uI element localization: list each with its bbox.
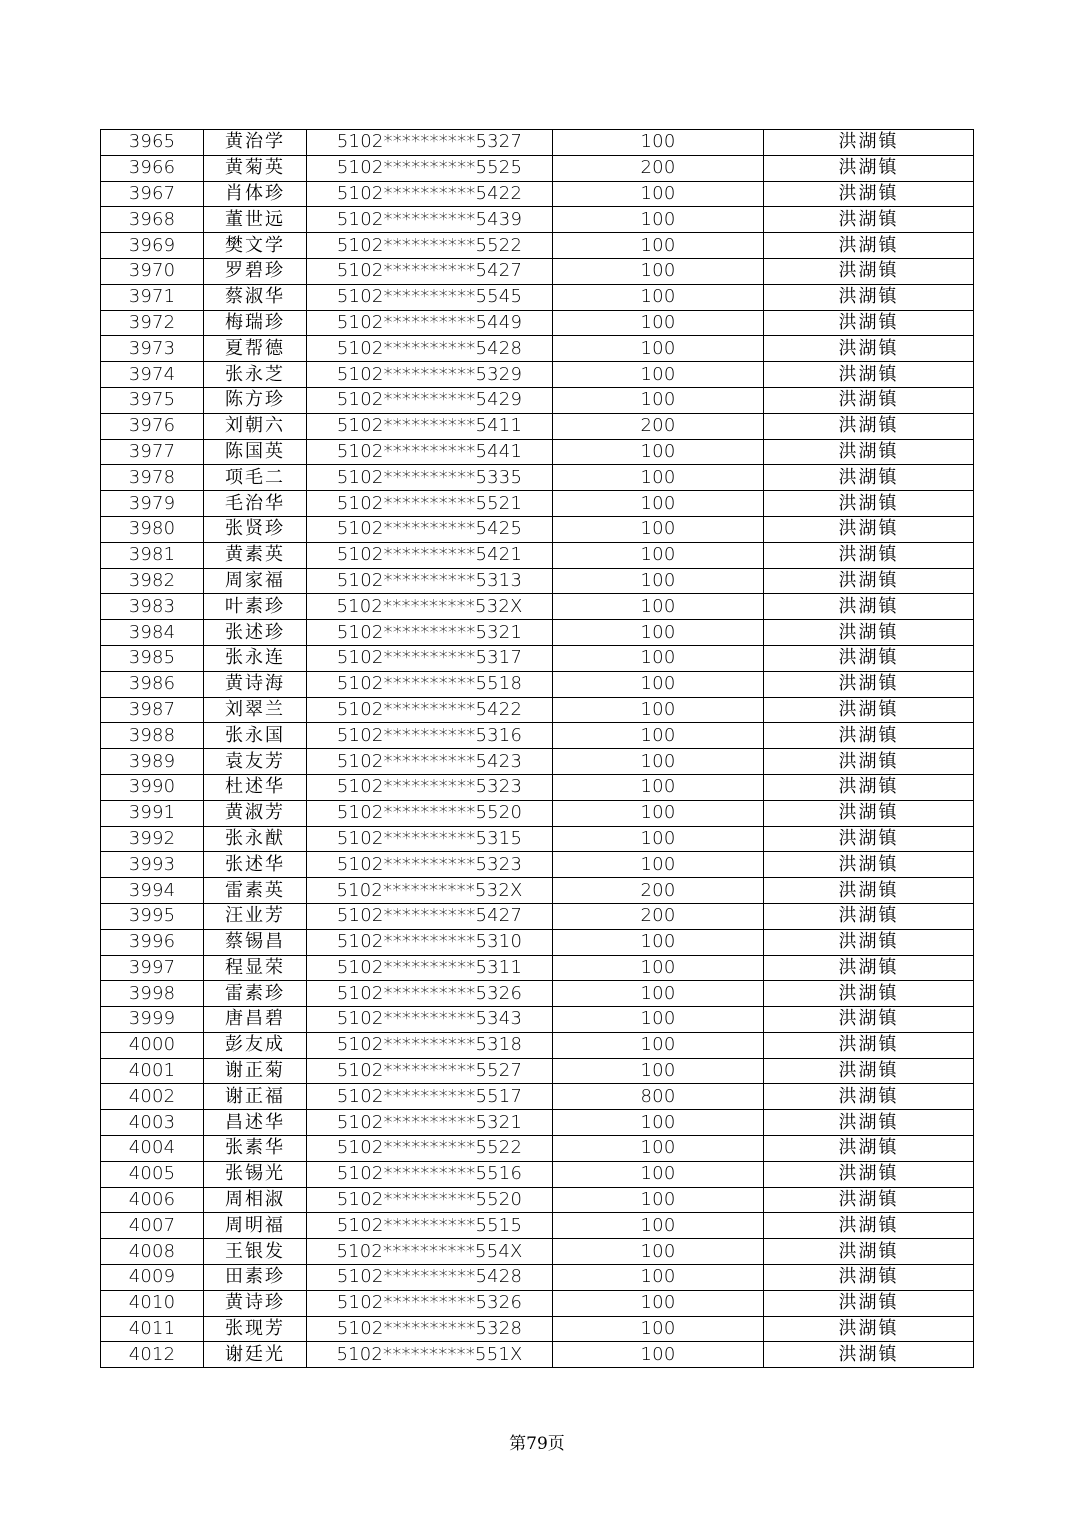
table-row [101, 671, 974, 697]
cell-id-number: 5102**********5516 [307, 1161, 553, 1187]
cell-amount: 100 [553, 671, 764, 697]
cell-id-number: 5102**********5439 [307, 207, 553, 233]
cell-amount: 100 [553, 258, 764, 284]
cell-id-number: 5102**********5317 [307, 645, 553, 671]
cell-name: 谢正菊 [204, 1058, 307, 1084]
cell-town: 洪湖镇 [764, 1290, 974, 1316]
cell-town: 洪湖镇 [764, 491, 974, 517]
cell-amount: 100 [553, 1290, 764, 1316]
table-row [101, 620, 974, 646]
table-row [101, 1316, 974, 1342]
table-row [101, 981, 974, 1007]
table-row [101, 1265, 974, 1291]
cell-amount: 100 [553, 1342, 764, 1368]
cell-town: 洪湖镇 [764, 542, 974, 568]
table-row [101, 903, 974, 929]
cell-name: 蔡淑华 [204, 284, 307, 310]
cell-serial-number: 3999 [101, 1007, 204, 1033]
cell-id-number: 5102**********5422 [307, 181, 553, 207]
cell-id-number: 5102**********5328 [307, 1316, 553, 1342]
cell-name: 黄诗海 [204, 671, 307, 697]
cell-town: 洪湖镇 [764, 1187, 974, 1213]
cell-serial-number: 4002 [101, 1084, 204, 1110]
cell-id-number: 5102**********5311 [307, 955, 553, 981]
cell-name: 叶素珍 [204, 594, 307, 620]
cell-name: 周明福 [204, 1213, 307, 1239]
cell-id-number: 5102**********5321 [307, 1110, 553, 1136]
cell-amount: 100 [553, 130, 764, 156]
table-row [101, 233, 974, 259]
cell-town: 洪湖镇 [764, 284, 974, 310]
cell-serial-number: 4012 [101, 1342, 204, 1368]
cell-amount: 100 [553, 465, 764, 491]
cell-amount: 100 [553, 1007, 764, 1033]
cell-amount: 100 [553, 387, 764, 413]
cell-amount: 200 [553, 413, 764, 439]
table-row [101, 568, 974, 594]
cell-id-number: 5102**********5515 [307, 1213, 553, 1239]
table-row [101, 362, 974, 388]
cell-id-number: 5102**********5545 [307, 284, 553, 310]
cell-name: 张永芝 [204, 362, 307, 388]
table-row [101, 749, 974, 775]
cell-id-number: 5102**********5525 [307, 155, 553, 181]
page-number: 第79页 [509, 1434, 565, 1454]
cell-id-number: 5102**********5518 [307, 671, 553, 697]
cell-id-number: 5102**********5520 [307, 1187, 553, 1213]
table-row [101, 852, 974, 878]
table-row [101, 516, 974, 542]
table-row [101, 387, 974, 413]
cell-serial-number: 3990 [101, 774, 204, 800]
cell-serial-number: 3994 [101, 878, 204, 904]
cell-id-number: 5102**********5428 [307, 1265, 553, 1291]
cell-serial-number: 3971 [101, 284, 204, 310]
cell-town: 洪湖镇 [764, 362, 974, 388]
cell-amount: 200 [553, 903, 764, 929]
cell-id-number: 5102**********554X [307, 1239, 553, 1265]
cell-amount: 100 [553, 697, 764, 723]
cell-amount: 100 [553, 645, 764, 671]
cell-serial-number: 4007 [101, 1213, 204, 1239]
cell-town: 洪湖镇 [764, 439, 974, 465]
cell-serial-number: 4005 [101, 1161, 204, 1187]
cell-serial-number: 3969 [101, 233, 204, 259]
table-body [101, 130, 974, 1368]
cell-amount: 100 [553, 1161, 764, 1187]
cell-town: 洪湖镇 [764, 955, 974, 981]
cell-town: 洪湖镇 [764, 310, 974, 336]
cell-name: 刘朝六 [204, 413, 307, 439]
table-row [101, 1058, 974, 1084]
cell-name: 毛治华 [204, 491, 307, 517]
cell-town: 洪湖镇 [764, 1239, 974, 1265]
cell-amount: 100 [553, 1213, 764, 1239]
cell-serial-number: 3972 [101, 310, 204, 336]
cell-id-number: 5102**********5326 [307, 981, 553, 1007]
cell-id-number: 5102**********5428 [307, 336, 553, 362]
table-row [101, 542, 974, 568]
cell-id-number: 5102**********5427 [307, 258, 553, 284]
cell-town: 洪湖镇 [764, 800, 974, 826]
cell-town: 洪湖镇 [764, 1342, 974, 1368]
cell-town: 洪湖镇 [764, 1316, 974, 1342]
cell-town: 洪湖镇 [764, 645, 974, 671]
table-row [101, 1290, 974, 1316]
cell-amount: 100 [553, 620, 764, 646]
cell-amount: 100 [553, 1316, 764, 1342]
table-row [101, 413, 974, 439]
cell-serial-number: 3979 [101, 491, 204, 517]
data-table-container [100, 129, 974, 1368]
cell-name: 张锡光 [204, 1161, 307, 1187]
table-row [101, 1136, 974, 1162]
cell-id-number: 5102**********5313 [307, 568, 553, 594]
cell-serial-number: 3995 [101, 903, 204, 929]
cell-town: 洪湖镇 [764, 155, 974, 181]
cell-town: 洪湖镇 [764, 1110, 974, 1136]
table-row [101, 207, 974, 233]
cell-serial-number: 3988 [101, 723, 204, 749]
cell-name: 张述珍 [204, 620, 307, 646]
cell-name: 张现芳 [204, 1316, 307, 1342]
cell-amount: 100 [553, 1265, 764, 1291]
cell-amount: 100 [553, 1110, 764, 1136]
cell-serial-number: 3974 [101, 362, 204, 388]
cell-serial-number: 3967 [101, 181, 204, 207]
cell-serial-number: 3985 [101, 645, 204, 671]
cell-id-number: 5102**********5427 [307, 903, 553, 929]
cell-id-number: 5102**********5316 [307, 723, 553, 749]
cell-name: 梅瑞珍 [204, 310, 307, 336]
cell-name: 谢正福 [204, 1084, 307, 1110]
cell-serial-number: 3983 [101, 594, 204, 620]
table-row [101, 258, 974, 284]
table-row [101, 1187, 974, 1213]
cell-town: 洪湖镇 [764, 1213, 974, 1239]
cell-serial-number: 4009 [101, 1265, 204, 1291]
table-row [101, 723, 974, 749]
cell-serial-number: 3977 [101, 439, 204, 465]
cell-amount: 100 [553, 310, 764, 336]
cell-serial-number: 3976 [101, 413, 204, 439]
cell-town: 洪湖镇 [764, 568, 974, 594]
cell-amount: 100 [553, 233, 764, 259]
cell-town: 洪湖镇 [764, 878, 974, 904]
table-row [101, 800, 974, 826]
cell-id-number: 5102**********5315 [307, 826, 553, 852]
cell-serial-number: 3993 [101, 852, 204, 878]
cell-name: 雷素英 [204, 878, 307, 904]
cell-town: 洪湖镇 [764, 1265, 974, 1291]
cell-amount: 200 [553, 878, 764, 904]
cell-serial-number: 3989 [101, 749, 204, 775]
table-row [101, 1084, 974, 1110]
cell-amount: 100 [553, 723, 764, 749]
cell-id-number: 5102**********5310 [307, 929, 553, 955]
table-row [101, 439, 974, 465]
cell-serial-number: 3981 [101, 542, 204, 568]
cell-amount: 200 [553, 155, 764, 181]
cell-amount: 100 [553, 800, 764, 826]
cell-amount: 100 [553, 336, 764, 362]
cell-amount: 100 [553, 439, 764, 465]
table-row [101, 284, 974, 310]
cell-town: 洪湖镇 [764, 594, 974, 620]
cell-name: 周家福 [204, 568, 307, 594]
cell-serial-number: 4008 [101, 1239, 204, 1265]
cell-id-number: 5102**********5423 [307, 749, 553, 775]
table-row [101, 878, 974, 904]
data-table [100, 129, 974, 1368]
cell-town: 洪湖镇 [764, 1161, 974, 1187]
cell-name: 袁友芳 [204, 749, 307, 775]
cell-amount: 100 [553, 929, 764, 955]
cell-town: 洪湖镇 [764, 1058, 974, 1084]
cell-serial-number: 4004 [101, 1136, 204, 1162]
cell-id-number: 5102**********5326 [307, 1290, 553, 1316]
cell-name: 周相淑 [204, 1187, 307, 1213]
cell-id-number: 5102**********5323 [307, 852, 553, 878]
cell-serial-number: 3997 [101, 955, 204, 981]
cell-name: 张贤珍 [204, 516, 307, 542]
cell-amount: 100 [553, 852, 764, 878]
cell-name: 杜述华 [204, 774, 307, 800]
cell-amount: 100 [553, 826, 764, 852]
cell-town: 洪湖镇 [764, 749, 974, 775]
cell-id-number: 5102**********5343 [307, 1007, 553, 1033]
cell-id-number: 5102**********5522 [307, 1136, 553, 1162]
table-row [101, 1007, 974, 1033]
cell-id-number: 5102**********532X [307, 878, 553, 904]
cell-name: 田素珍 [204, 1265, 307, 1291]
cell-amount: 100 [553, 1136, 764, 1162]
cell-name: 雷素珍 [204, 981, 307, 1007]
cell-serial-number: 4010 [101, 1290, 204, 1316]
cell-serial-number: 3965 [101, 130, 204, 156]
cell-name: 夏帮德 [204, 336, 307, 362]
cell-town: 洪湖镇 [764, 233, 974, 259]
cell-id-number: 5102**********5517 [307, 1084, 553, 1110]
cell-id-number: 5102**********532X [307, 594, 553, 620]
cell-amount: 100 [553, 594, 764, 620]
cell-amount: 100 [553, 181, 764, 207]
cell-name: 肖体珍 [204, 181, 307, 207]
cell-serial-number: 3991 [101, 800, 204, 826]
cell-id-number: 5102**********5527 [307, 1058, 553, 1084]
cell-amount: 800 [553, 1084, 764, 1110]
cell-name: 刘翠兰 [204, 697, 307, 723]
cell-amount: 100 [553, 981, 764, 1007]
cell-serial-number: 4006 [101, 1187, 204, 1213]
cell-id-number: 5102**********5425 [307, 516, 553, 542]
cell-name: 黄菊英 [204, 155, 307, 181]
cell-name: 黄淑芳 [204, 800, 307, 826]
cell-id-number: 5102**********5520 [307, 800, 553, 826]
cell-serial-number: 3973 [101, 336, 204, 362]
cell-name: 张永国 [204, 723, 307, 749]
cell-id-number: 5102**********5441 [307, 439, 553, 465]
cell-name: 张永猷 [204, 826, 307, 852]
table-row [101, 465, 974, 491]
table-row [101, 594, 974, 620]
cell-town: 洪湖镇 [764, 620, 974, 646]
cell-amount: 100 [553, 516, 764, 542]
cell-amount: 100 [553, 1032, 764, 1058]
cell-amount: 100 [553, 1058, 764, 1084]
cell-town: 洪湖镇 [764, 671, 974, 697]
cell-serial-number: 3992 [101, 826, 204, 852]
cell-town: 洪湖镇 [764, 258, 974, 284]
cell-town: 洪湖镇 [764, 465, 974, 491]
cell-name: 彭友成 [204, 1032, 307, 1058]
cell-id-number: 5102**********5421 [307, 542, 553, 568]
table-row [101, 1032, 974, 1058]
cell-id-number: 5102**********5335 [307, 465, 553, 491]
cell-serial-number: 3996 [101, 929, 204, 955]
cell-id-number: 5102**********5429 [307, 387, 553, 413]
cell-serial-number: 4003 [101, 1110, 204, 1136]
cell-name: 陈国英 [204, 439, 307, 465]
table-row [101, 310, 974, 336]
cell-serial-number: 3982 [101, 568, 204, 594]
cell-amount: 100 [553, 749, 764, 775]
table-row [101, 491, 974, 517]
cell-name: 陈方珍 [204, 387, 307, 413]
cell-serial-number: 3966 [101, 155, 204, 181]
cell-serial-number: 3986 [101, 671, 204, 697]
cell-town: 洪湖镇 [764, 903, 974, 929]
table-row [101, 774, 974, 800]
cell-id-number: 5102**********5329 [307, 362, 553, 388]
cell-town: 洪湖镇 [764, 774, 974, 800]
cell-id-number: 5102**********5522 [307, 233, 553, 259]
cell-name: 董世远 [204, 207, 307, 233]
cell-town: 洪湖镇 [764, 336, 974, 362]
cell-amount: 100 [553, 774, 764, 800]
table-row [101, 1342, 974, 1368]
cell-town: 洪湖镇 [764, 1136, 974, 1162]
table-row [101, 1239, 974, 1265]
table-row [101, 155, 974, 181]
cell-serial-number: 3975 [101, 387, 204, 413]
cell-name: 唐昌碧 [204, 1007, 307, 1033]
cell-serial-number: 4001 [101, 1058, 204, 1084]
cell-serial-number: 4000 [101, 1032, 204, 1058]
cell-name: 黄诗珍 [204, 1290, 307, 1316]
table-row [101, 955, 974, 981]
cell-name: 樊文学 [204, 233, 307, 259]
cell-town: 洪湖镇 [764, 181, 974, 207]
table-row [101, 336, 974, 362]
cell-town: 洪湖镇 [764, 413, 974, 439]
cell-id-number: 5102**********5422 [307, 697, 553, 723]
cell-amount: 100 [553, 955, 764, 981]
cell-id-number: 5102**********5323 [307, 774, 553, 800]
cell-id-number: 5102**********5318 [307, 1032, 553, 1058]
table-row [101, 130, 974, 156]
table-row [101, 1161, 974, 1187]
cell-amount: 100 [553, 542, 764, 568]
cell-town: 洪湖镇 [764, 207, 974, 233]
table-row [101, 929, 974, 955]
cell-id-number: 5102**********5321 [307, 620, 553, 646]
cell-name: 蔡锡昌 [204, 929, 307, 955]
cell-name: 黄治学 [204, 130, 307, 156]
cell-serial-number: 3968 [101, 207, 204, 233]
cell-serial-number: 4011 [101, 1316, 204, 1342]
cell-town: 洪湖镇 [764, 697, 974, 723]
table-row [101, 697, 974, 723]
cell-id-number: 5102**********5327 [307, 130, 553, 156]
cell-serial-number: 3970 [101, 258, 204, 284]
cell-town: 洪湖镇 [764, 852, 974, 878]
cell-name: 谢廷光 [204, 1342, 307, 1368]
table-row [101, 826, 974, 852]
cell-town: 洪湖镇 [764, 516, 974, 542]
cell-name: 王银发 [204, 1239, 307, 1265]
cell-town: 洪湖镇 [764, 130, 974, 156]
cell-name: 项毛二 [204, 465, 307, 491]
cell-name: 罗碧珍 [204, 258, 307, 284]
cell-name: 汪业芳 [204, 903, 307, 929]
table-row [101, 645, 974, 671]
cell-amount: 100 [553, 362, 764, 388]
cell-name: 黄素英 [204, 542, 307, 568]
cell-town: 洪湖镇 [764, 1084, 974, 1110]
cell-name: 张素华 [204, 1136, 307, 1162]
cell-serial-number: 3980 [101, 516, 204, 542]
cell-amount: 100 [553, 1187, 764, 1213]
cell-amount: 100 [553, 491, 764, 517]
cell-town: 洪湖镇 [764, 1007, 974, 1033]
cell-id-number: 5102**********5411 [307, 413, 553, 439]
cell-town: 洪湖镇 [764, 826, 974, 852]
cell-amount: 100 [553, 568, 764, 594]
table-row [101, 181, 974, 207]
table-row [101, 1110, 974, 1136]
cell-amount: 100 [553, 284, 764, 310]
cell-serial-number: 3984 [101, 620, 204, 646]
cell-name: 程显荣 [204, 955, 307, 981]
cell-name: 昌述华 [204, 1110, 307, 1136]
cell-town: 洪湖镇 [764, 387, 974, 413]
cell-town: 洪湖镇 [764, 1032, 974, 1058]
cell-serial-number: 3998 [101, 981, 204, 1007]
cell-town: 洪湖镇 [764, 981, 974, 1007]
cell-name: 张永连 [204, 645, 307, 671]
cell-serial-number: 3987 [101, 697, 204, 723]
cell-amount: 100 [553, 1239, 764, 1265]
cell-id-number: 5102**********5449 [307, 310, 553, 336]
cell-serial-number: 3978 [101, 465, 204, 491]
table-row [101, 1213, 974, 1239]
cell-town: 洪湖镇 [764, 929, 974, 955]
cell-id-number: 5102**********551X [307, 1342, 553, 1368]
cell-id-number: 5102**********5521 [307, 491, 553, 517]
cell-name: 张述华 [204, 852, 307, 878]
cell-town: 洪湖镇 [764, 723, 974, 749]
cell-amount: 100 [553, 207, 764, 233]
